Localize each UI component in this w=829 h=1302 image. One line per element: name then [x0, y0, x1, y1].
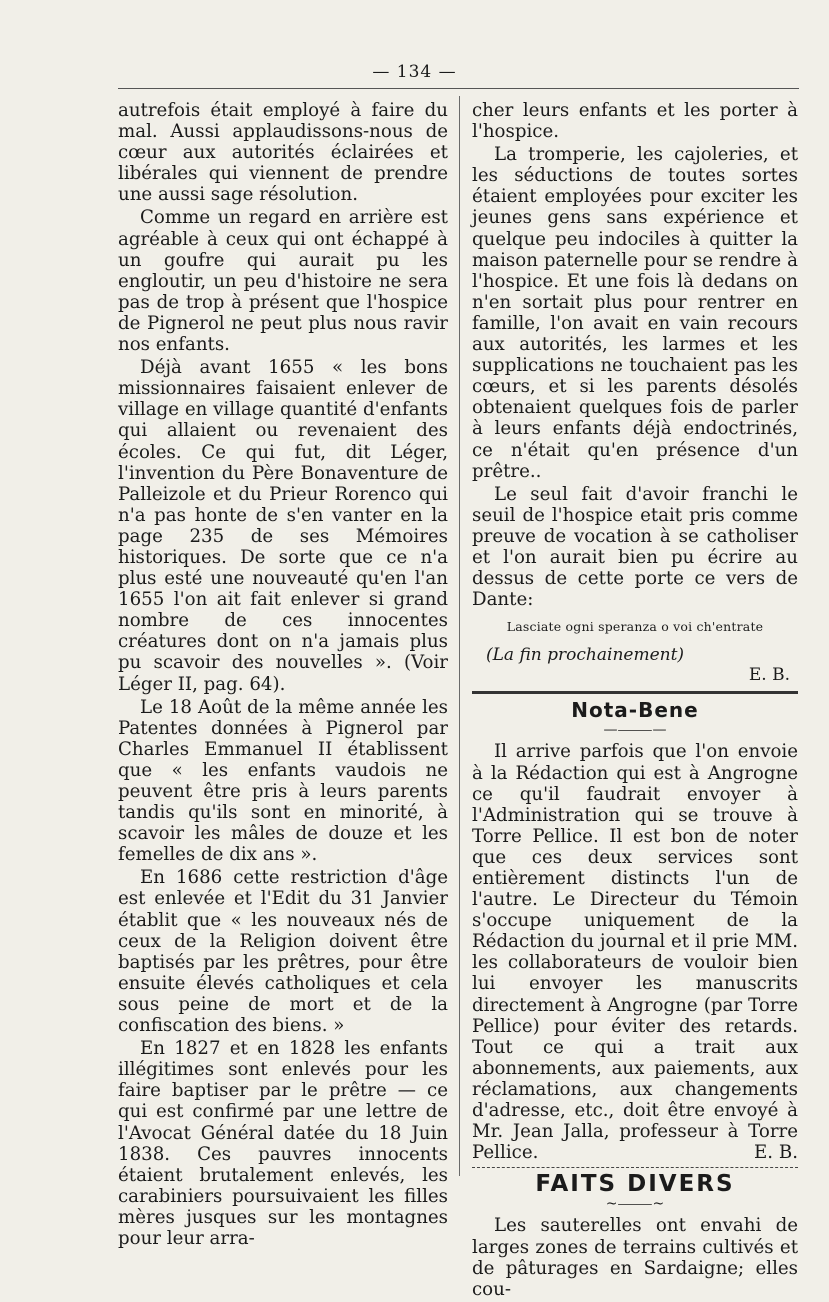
ornament-icon: —⸻— — [603, 722, 667, 739]
faits-divers-text: Les sauterelles ont envahi de larges zones de terrains cultivés et de pâturages en Sardaigne; elles cou- — [472, 1215, 798, 1300]
column-divider — [459, 96, 460, 1176]
section-rule — [472, 691, 798, 694]
left-paragraph-3: Déjà avant 1655 « les bons missionnaires faisaient enlever de village en village quantité d'enfants qui allaient ou revenaient des écoles. Ce qui fut, dit Léger, l'invention du Père Bonaventure de Palleizole et du Prieur Rorenco qui n'a pas honte de s'en vanter en la page 235 de ses Mémoires historiques. De sorte que ce n'a plus esté une nouveauté qu'en l'an 1655 l'on ait fait enlever si grand nombre de ces innocentes créatures dont on n'a jamais plus pu scavoir des nouvelles ». (Voir Léger II, pag. 64). — [118, 357, 448, 695]
ornament-icon-2: ~⸻~ — [605, 1196, 665, 1213]
right-paragraph-1: cher leurs enfants et les porter à l'hospice. — [472, 100, 798, 143]
faits-divers-heading: FAITS DIVERS — [535, 1171, 735, 1198]
nota-bene-body: Il arrive parfois que l'on envoie à la Rédaction qui est à Angrogne ce qu'il faudrait envoyer à l'Administration qui se trouve à Torre Pellice. Il est bon de noter que ces deux services sont entièrement distincts l'un de l'autre. Le Directeur du Témoin s'occupe uniquement de la Rédaction du journal et il prie MM. les collaborateurs de vouloir bien lui envoyer les manuscrits directement à Angrogne (par Torre Pellice) pour éviter des retards. Tout ce qui a trait aux abonnements, aux paiements, aux réclamations, aux changements d'adresse, etc., doit être envoyé à Mr. Jean Jalla, professeur à Torre Pellice. — [472, 741, 798, 1164]
fin-note: (La fin prochainement) — [486, 645, 685, 666]
nota-bene-signature: E. B. — [754, 1142, 798, 1164]
dante-quote: Lasciate ogni speranza o voi ch'entrate — [506, 619, 764, 635]
right-column — [472, 100, 798, 1302]
left-paragraph-5: En 1686 cette restriction d'âge est enlevée et l'Edit du 31 Janvier établit que « les nouveaux nés de ceux de la Religion doivent être baptisés par les prêtres, pour être ensuite élevés catholiques et cela sous peine de mort et de la confiscation des biens. » — [118, 867, 448, 1037]
nota-bene-text — [472, 741, 798, 1163]
left-paragraph-4: Le 18 Août de la même année les Patentes données à Pignerol par Charles Emmanuel II établissent que « les enfants vaudois ne peuvent être pris à leurs parents tandis qu'ils sont en minorité, à scavoir les mâles de douze et les femelles de dix ans ». — [118, 696, 448, 866]
top-rule — [118, 88, 799, 89]
right-paragraph-2: La tromperie, les cajoleries, et les séductions de toutes sortes étaient employées pour exciter les jeunes gens sans expérience et quelque peu indociles à quitter la maison paternelle pour se rendre à l'hospice. Et une fois là dedans on n'en sortait plus pour rentrer en famille, l'on avait en vain recours aux autorités, les larmes et les supplications ne touchaient pas les cœurs, et si les parents désolés obtenaient quelques fois de parler à leurs enfants déjà endoctrinés, ce n'était qu'en présence d'un prêtre.. — [472, 144, 798, 482]
nota-bene-heading: Nota-Bene — [571, 698, 699, 723]
fin-line — [472, 643, 798, 687]
left-paragraph-6: En 1827 et en 1828 les enfants illégitimes sont enlevés pour les faire baptiser par le prêtre — ce qui est confirmé par une lettre de l'Avocat Général datée du 18 Juin 1838. Ces pauvres innocents étaient brutalement enlevés, les carabiniers poursuivaient les filles mères jusques sur les montagnes pour leur arra- — [118, 1038, 448, 1249]
page-number: — 134 — — [372, 62, 457, 82]
signature: E. B. — [748, 665, 790, 686]
right-paragraph-3: Le seul fait d'avoir franchi le seuil de l'hospice etait pris comme preuve de vocation à se catholiser et l'on aurait bien pu écrire au dessus de cette porte ce vers de Dante: — [472, 483, 798, 611]
left-column — [118, 100, 448, 1251]
left-paragraph-2: Comme un regard en arrière est agréable à ceux qui ont échappé à un goufre qui aurait pu les engloutir, un peu d'histoire ne sera pas de trop à présent que l'hospice de Pignerol ne peut plus nous ravir nos enfants. — [118, 207, 448, 356]
left-paragraph-1: autrefois était employé à faire du mal. Aussi applaudissons-nous de cœur aux autorités éclairées et libérales qui viennent de prendre une aussi sage résolution. — [118, 100, 448, 206]
section-rule-thin — [472, 1167, 798, 1168]
